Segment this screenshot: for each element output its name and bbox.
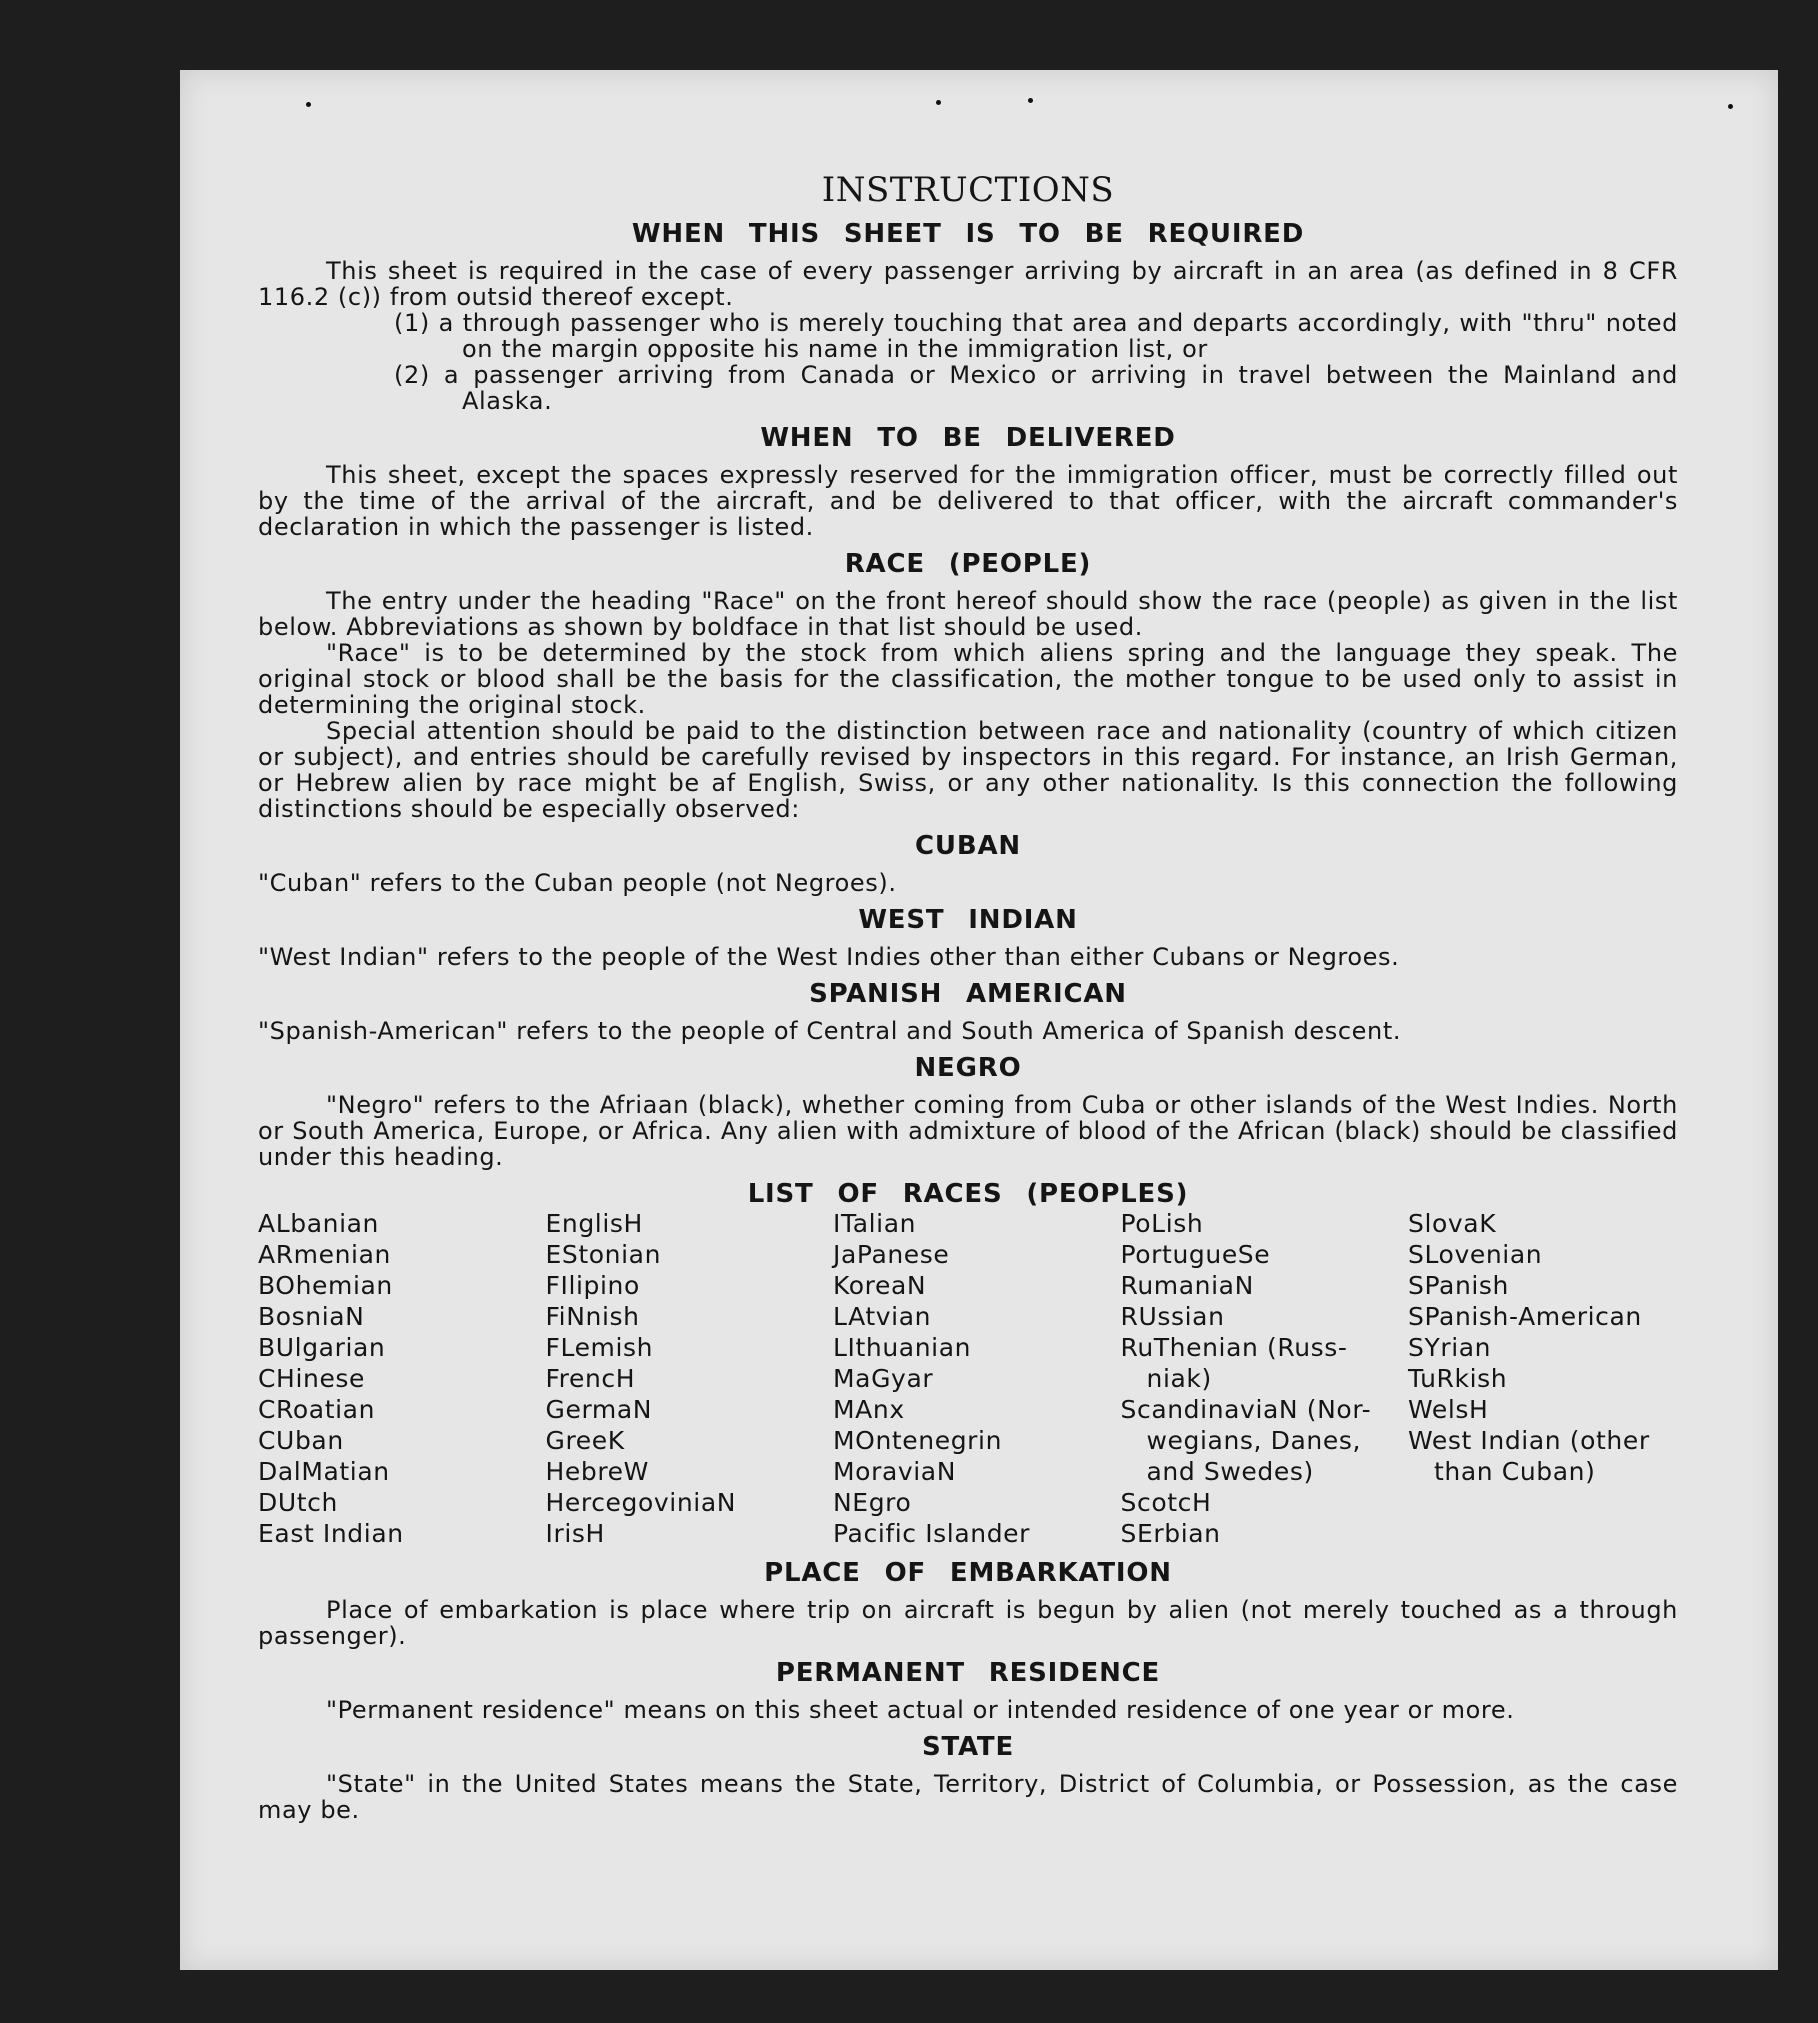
race-column-2	[546, 1208, 816, 1549]
race-item: PoLish	[1120, 1209, 1204, 1238]
race-item: East Indian	[258, 1519, 404, 1548]
race-item: KoreaN	[833, 1271, 927, 1300]
heading-list-of-races: LIST OF RACES (PEOPLES)	[747, 1179, 1189, 1209]
state-text: "State" in the United States means the State, Territory, District of Columbia, or Possession, as the case may be.	[258, 1770, 1678, 1824]
race-column-1	[258, 1208, 528, 1549]
race-item: FrencH	[545, 1364, 636, 1393]
race-item: FLemish	[545, 1333, 654, 1362]
embarkation-text: Place of embarkation is place where trip on aircraft is begun by alien (not merely touched as a through passenger).	[258, 1596, 1678, 1650]
race-item: ScandinaviaN (Nor-	[1120, 1395, 1372, 1424]
page-title: INSTRUCTIONS	[821, 170, 1115, 210]
race-item: CRoatian	[258, 1395, 376, 1424]
race-item: SPanish-American	[1408, 1302, 1642, 1331]
heading-state: STATE	[921, 1732, 1015, 1762]
race-item: SLovenian	[1408, 1240, 1543, 1269]
race-item: MaGyar	[833, 1364, 934, 1393]
race-item: NEgro	[833, 1488, 912, 1517]
race-column-3	[833, 1208, 1103, 1549]
heading-delivered: WHEN TO BE DELIVERED	[760, 423, 1176, 453]
race-item: SPanish	[1408, 1271, 1510, 1300]
race-item: DUtch	[258, 1488, 338, 1517]
negro-text: "Negro" refers to the Afriaan (black), whether coming from Cuba or other islands of the West Indies. North or South America, Europe, or Africa. Any alien with admixture of blood of the African (black) should be classified under this heading.	[258, 1091, 1678, 1171]
race-item: JaPanese	[833, 1240, 950, 1269]
document-sheet	[180, 70, 1778, 1970]
cuban-text: "Cuban" refers to the Cuban people (not Negroes).	[258, 869, 897, 897]
race-item: BosniaN	[258, 1302, 365, 1331]
speck-mark	[936, 100, 941, 105]
race-paragraph-3: Special attention should be paid to the distinction between race and nationality (country of which citizen or subject), and entries should be carefully revised by inspectors in this regard. For instance, an Irish German, or Hebrew alien by race might be af English, Swiss, or any other nationality. Is this connection the following distinctions should be especially observed:	[258, 717, 1678, 823]
race-item: and Swedes)	[1146, 1457, 1314, 1486]
race-item: BUlgarian	[258, 1333, 386, 1362]
race-item: ARmenian	[258, 1240, 391, 1269]
race-item: CUban	[258, 1426, 344, 1455]
heading-permanent-residence: PERMANENT RESIDENCE	[775, 1658, 1161, 1688]
race-paragraph-2: "Race" is to be determined by the stock from which aliens spring and the language they speak. The original stock or blood shall be the basis for the classification, the mother tongue to be used only to assist in determining the original stock.	[258, 639, 1678, 719]
race-item: LIthuanian	[833, 1333, 972, 1362]
required-item-2: (2) a passenger arriving from Canada or Mexico or arriving in travel between the Mainland and Alaska.	[394, 361, 1678, 415]
heading-negro: NEGRO	[914, 1053, 1022, 1083]
delivered-text: This sheet, except the spaces expressly reserved for the immigration officer, must be correctly filled out by the time of the arrival of the aircraft, and be delivered to that officer, with the aircraft commander's declaration in which the passenger is listed.	[258, 461, 1678, 541]
race-item: SErbian	[1120, 1519, 1221, 1548]
race-item: wegians, Danes,	[1146, 1426, 1361, 1455]
required-item-1: (1) a through passenger who is merely touching that area and departs accordingly, with "thru" noted on the margin opposite his name in the immigration list, or	[394, 309, 1678, 363]
race-item: MOntenegrin	[833, 1426, 1003, 1455]
west-indian-text: "West Indian" refers to the people of the West Indies other than either Cubans or Negroes.	[258, 943, 1400, 971]
speck-mark	[1728, 104, 1733, 109]
race-item: IrisH	[545, 1519, 605, 1548]
race-item: RumaniaN	[1120, 1271, 1254, 1300]
race-item: West Indian (other	[1408, 1426, 1650, 1455]
heading-west-indian: WEST INDIAN	[858, 905, 1078, 935]
race-item: SYrian	[1408, 1333, 1492, 1362]
race-item: LAtvian	[833, 1302, 932, 1331]
race-item: MoraviaN	[833, 1457, 957, 1486]
race-item: ITalian	[833, 1209, 917, 1238]
heading-required: WHEN THIS SHEET IS TO BE REQUIRED	[631, 219, 1305, 249]
race-item: DalMatian	[258, 1457, 390, 1486]
race-item: FIlipino	[545, 1271, 640, 1300]
race-item: SlovaK	[1408, 1209, 1497, 1238]
race-item: EStonian	[545, 1240, 662, 1269]
race-item: ScotcH	[1120, 1488, 1212, 1517]
heading-embarkation: PLACE OF EMBARKATION	[764, 1558, 1172, 1588]
race-list	[258, 1208, 1678, 1549]
race-item: TuRkish	[1408, 1364, 1508, 1393]
race-column-5	[1408, 1208, 1678, 1549]
race-item: BOhemian	[258, 1271, 393, 1300]
race-item: HercegoviniaN	[545, 1488, 737, 1517]
required-intro: This sheet is required in the case of every passenger arriving by aircraft in an area (as defined in 8 CFR 116.2 (c)) from outsid thereof except.	[258, 257, 1678, 311]
race-item: GreeK	[545, 1426, 625, 1455]
speck-mark	[1028, 98, 1033, 103]
race-item: ALbanian	[258, 1209, 379, 1238]
heading-race: RACE (PEOPLE)	[844, 549, 1092, 579]
race-item: than Cuban)	[1434, 1457, 1596, 1486]
speck-mark	[306, 102, 311, 107]
race-column-4	[1121, 1208, 1391, 1549]
race-item: PortugueSe	[1120, 1240, 1271, 1269]
race-item: CHinese	[258, 1364, 366, 1393]
race-item: MAnx	[833, 1395, 905, 1424]
race-item: RUssian	[1120, 1302, 1225, 1331]
race-item: niak)	[1146, 1364, 1212, 1393]
heading-spanish-american: SPANISH AMERICAN	[809, 979, 1127, 1009]
heading-cuban: CUBAN	[915, 831, 1021, 861]
race-item: FiNnish	[545, 1302, 640, 1331]
race-item: HebreW	[545, 1457, 649, 1486]
race-item: WelsH	[1408, 1395, 1489, 1424]
race-item: RuThenian (Russ-	[1120, 1333, 1348, 1362]
instructions-content	[258, 170, 1678, 1823]
permanent-residence-text: "Permanent residence" means on this sheet actual or intended residence of one year or more.	[326, 1696, 1515, 1724]
spanish-american-text: "Spanish-American" refers to the people of Central and South America of Spanish descent.	[258, 1017, 1402, 1045]
race-item: EnglisH	[545, 1209, 643, 1238]
race-item: Pacific Islander	[833, 1519, 1031, 1548]
race-paragraph-1: The entry under the heading "Race" on the front hereof should show the race (people) as given in the list below. Abbreviations as shown by boldface in that list should be used.	[258, 587, 1678, 641]
race-item: GermaN	[545, 1395, 653, 1424]
